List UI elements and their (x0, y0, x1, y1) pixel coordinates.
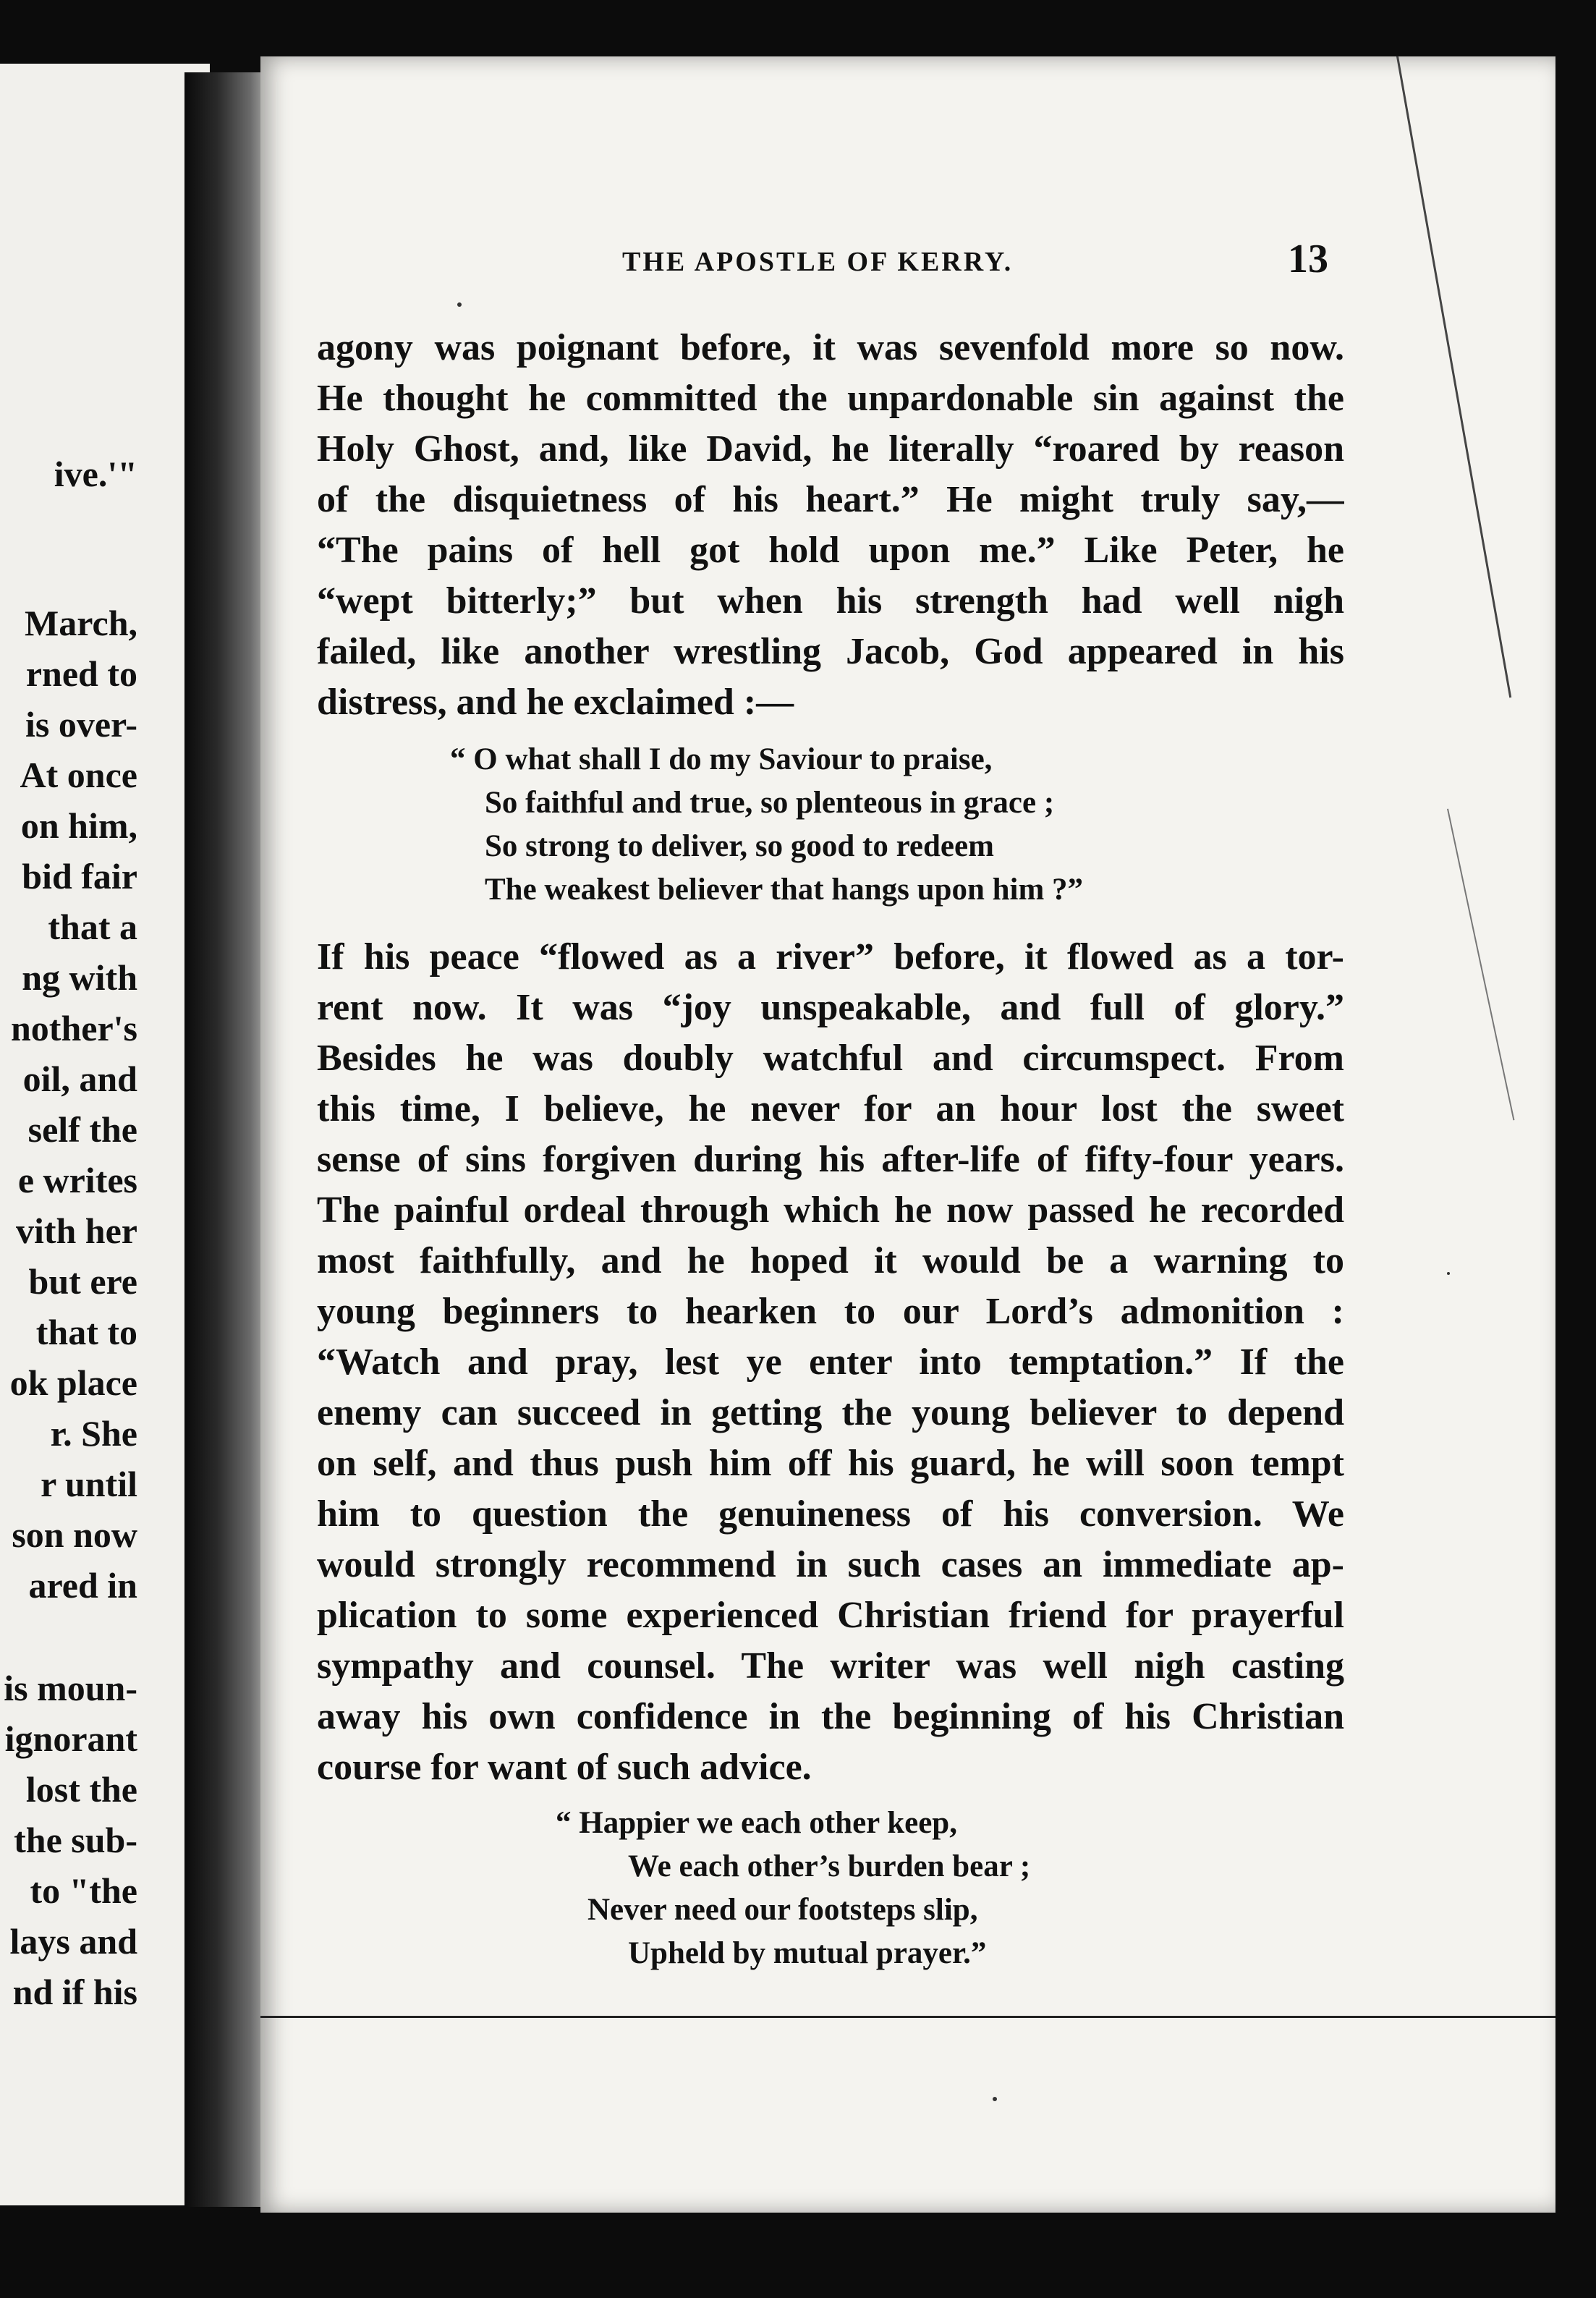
left-page-line: on him, (20, 805, 137, 846)
left-page-line: that a (48, 907, 137, 947)
left-page-line: is moun- (4, 1668, 137, 1708)
left-page-line: ive.'" (54, 454, 137, 494)
verse-line: So faithful and true, so plenteous in grace ; (485, 786, 1055, 820)
verse-line: We each other’s burden bear ; (628, 1849, 1031, 1883)
body-text-line: him to question the genuineness of his conversion. We (317, 1493, 1344, 1535)
left-page-line: ared in (28, 1565, 137, 1606)
left-page-line: nd if his (12, 1972, 137, 2012)
left-page-line: is over- (25, 704, 137, 745)
left-page-line: vith her (15, 1211, 137, 1251)
body-text-line: If his peace “flowed as a river” before, it flowed as a tor- (317, 936, 1344, 978)
left-page-line: but ere (28, 1261, 137, 1302)
body-text-line: failed, like another wrestling Jacob, God appeared in his (317, 631, 1344, 672)
body-text-line: sympathy and counsel. The writer was well nigh casting (317, 1645, 1344, 1687)
body-text-line: plication to some experienced Christian friend for prayerful (317, 1595, 1344, 1636)
left-page-line: bid fair (22, 856, 137, 896)
verse-line: Upheld by mutual prayer.” (628, 1936, 987, 1970)
left-page-line: oil, and (22, 1059, 137, 1099)
left-page-line: lays and (9, 1921, 137, 1962)
verse-line: “ Happier we each other keep, (556, 1806, 957, 1840)
body-text-line: Holy Ghost, and, like David, he literally “roared by reason (317, 428, 1344, 470)
left-page-line: ignorant (4, 1718, 137, 1759)
body-text-line: rent now. It was “joy unspeakable, and full of glory.” (317, 987, 1344, 1028)
left-page-line: ok place (9, 1362, 137, 1403)
body-text-line: this time, I believe, he never for an hour lost the sweet (317, 1088, 1344, 1129)
body-text-line: Besides he was doubly watchful and circumspect. From (317, 1038, 1344, 1079)
print-speck (1447, 1272, 1450, 1275)
left-page-line: At once (20, 755, 137, 795)
body-text-line: enemy can succeed in getting the young believer to depend (317, 1392, 1344, 1433)
body-text-line: sense of sins forgiven during his after-life of fifty-four years. (317, 1139, 1344, 1180)
left-page-line: rned to (25, 653, 137, 694)
print-speck (457, 302, 462, 307)
body-text-line: most faithfully, and he hoped it would be a warning to (317, 1240, 1344, 1281)
page-edge-line (1396, 56, 1511, 698)
left-page-line: lost the (25, 1769, 137, 1810)
left-page-line: e writes (17, 1160, 137, 1200)
left-page-line: r. She (50, 1413, 137, 1454)
body-text-line: on self, and thus push him off his guard, he will soon tempt (317, 1443, 1344, 1484)
left-page-line: March, (25, 603, 137, 643)
body-text-line: of the disquietness of his heart.” He might truly say,— (317, 479, 1344, 520)
body-text-line: young beginners to hearken to our Lord’s admonition : (317, 1291, 1344, 1332)
left-page-line: the sub- (14, 1820, 137, 1860)
verse-line: Never need our footsteps slip, (587, 1893, 978, 1927)
left-page-line: self the (27, 1109, 137, 1150)
left-page-line: r until (41, 1464, 137, 1504)
print-speck (993, 2097, 997, 2101)
running-head: THE APOSTLE OF KERRY. (622, 247, 1014, 277)
body-text-line: course for want of such advice. (317, 1747, 812, 1788)
body-text-line: would strongly recommend in such cases an immediate ap- (317, 1544, 1344, 1585)
body-text-line: He thought he committed the unpardonable sin against the (317, 378, 1344, 419)
verse-line: So strong to deliver, so good to redeem (485, 829, 994, 863)
left-page-line: son now (12, 1514, 137, 1555)
left-page-line: nother's (11, 1008, 137, 1048)
left-page-fragment (0, 64, 210, 2205)
page-number: 13 (1288, 237, 1328, 281)
body-text-line: away his own confidence in the beginning of his Christian (317, 1696, 1344, 1737)
left-page-line: that to (35, 1312, 137, 1352)
page-edge-line (1447, 809, 1514, 1121)
body-text-line: agony was poignant before, it was sevenfold more so now. (317, 327, 1344, 368)
verse-line: “ O what shall I do my Saviour to praise, (450, 742, 993, 776)
body-text-line: “wept bitterly;” but when his strength had well nigh (317, 580, 1344, 622)
left-page-line: to "the (30, 1870, 137, 1911)
verse-line: The weakest believer that hangs upon him ?” (485, 873, 1084, 907)
body-text-line: distress, and he exclaimed :— (317, 682, 794, 723)
body-text-line: The painful ordeal through which he now passed he recorded (317, 1190, 1344, 1231)
body-text-line: “The pains of hell got hold upon me.” Like Peter, he (317, 530, 1344, 571)
left-page-line: ng with (22, 957, 137, 998)
right-page (260, 56, 1555, 2213)
page-bottom-rule (260, 2016, 1555, 2018)
body-text-line: “Watch and pray, lest ye enter into temptation.” If the (317, 1341, 1344, 1383)
